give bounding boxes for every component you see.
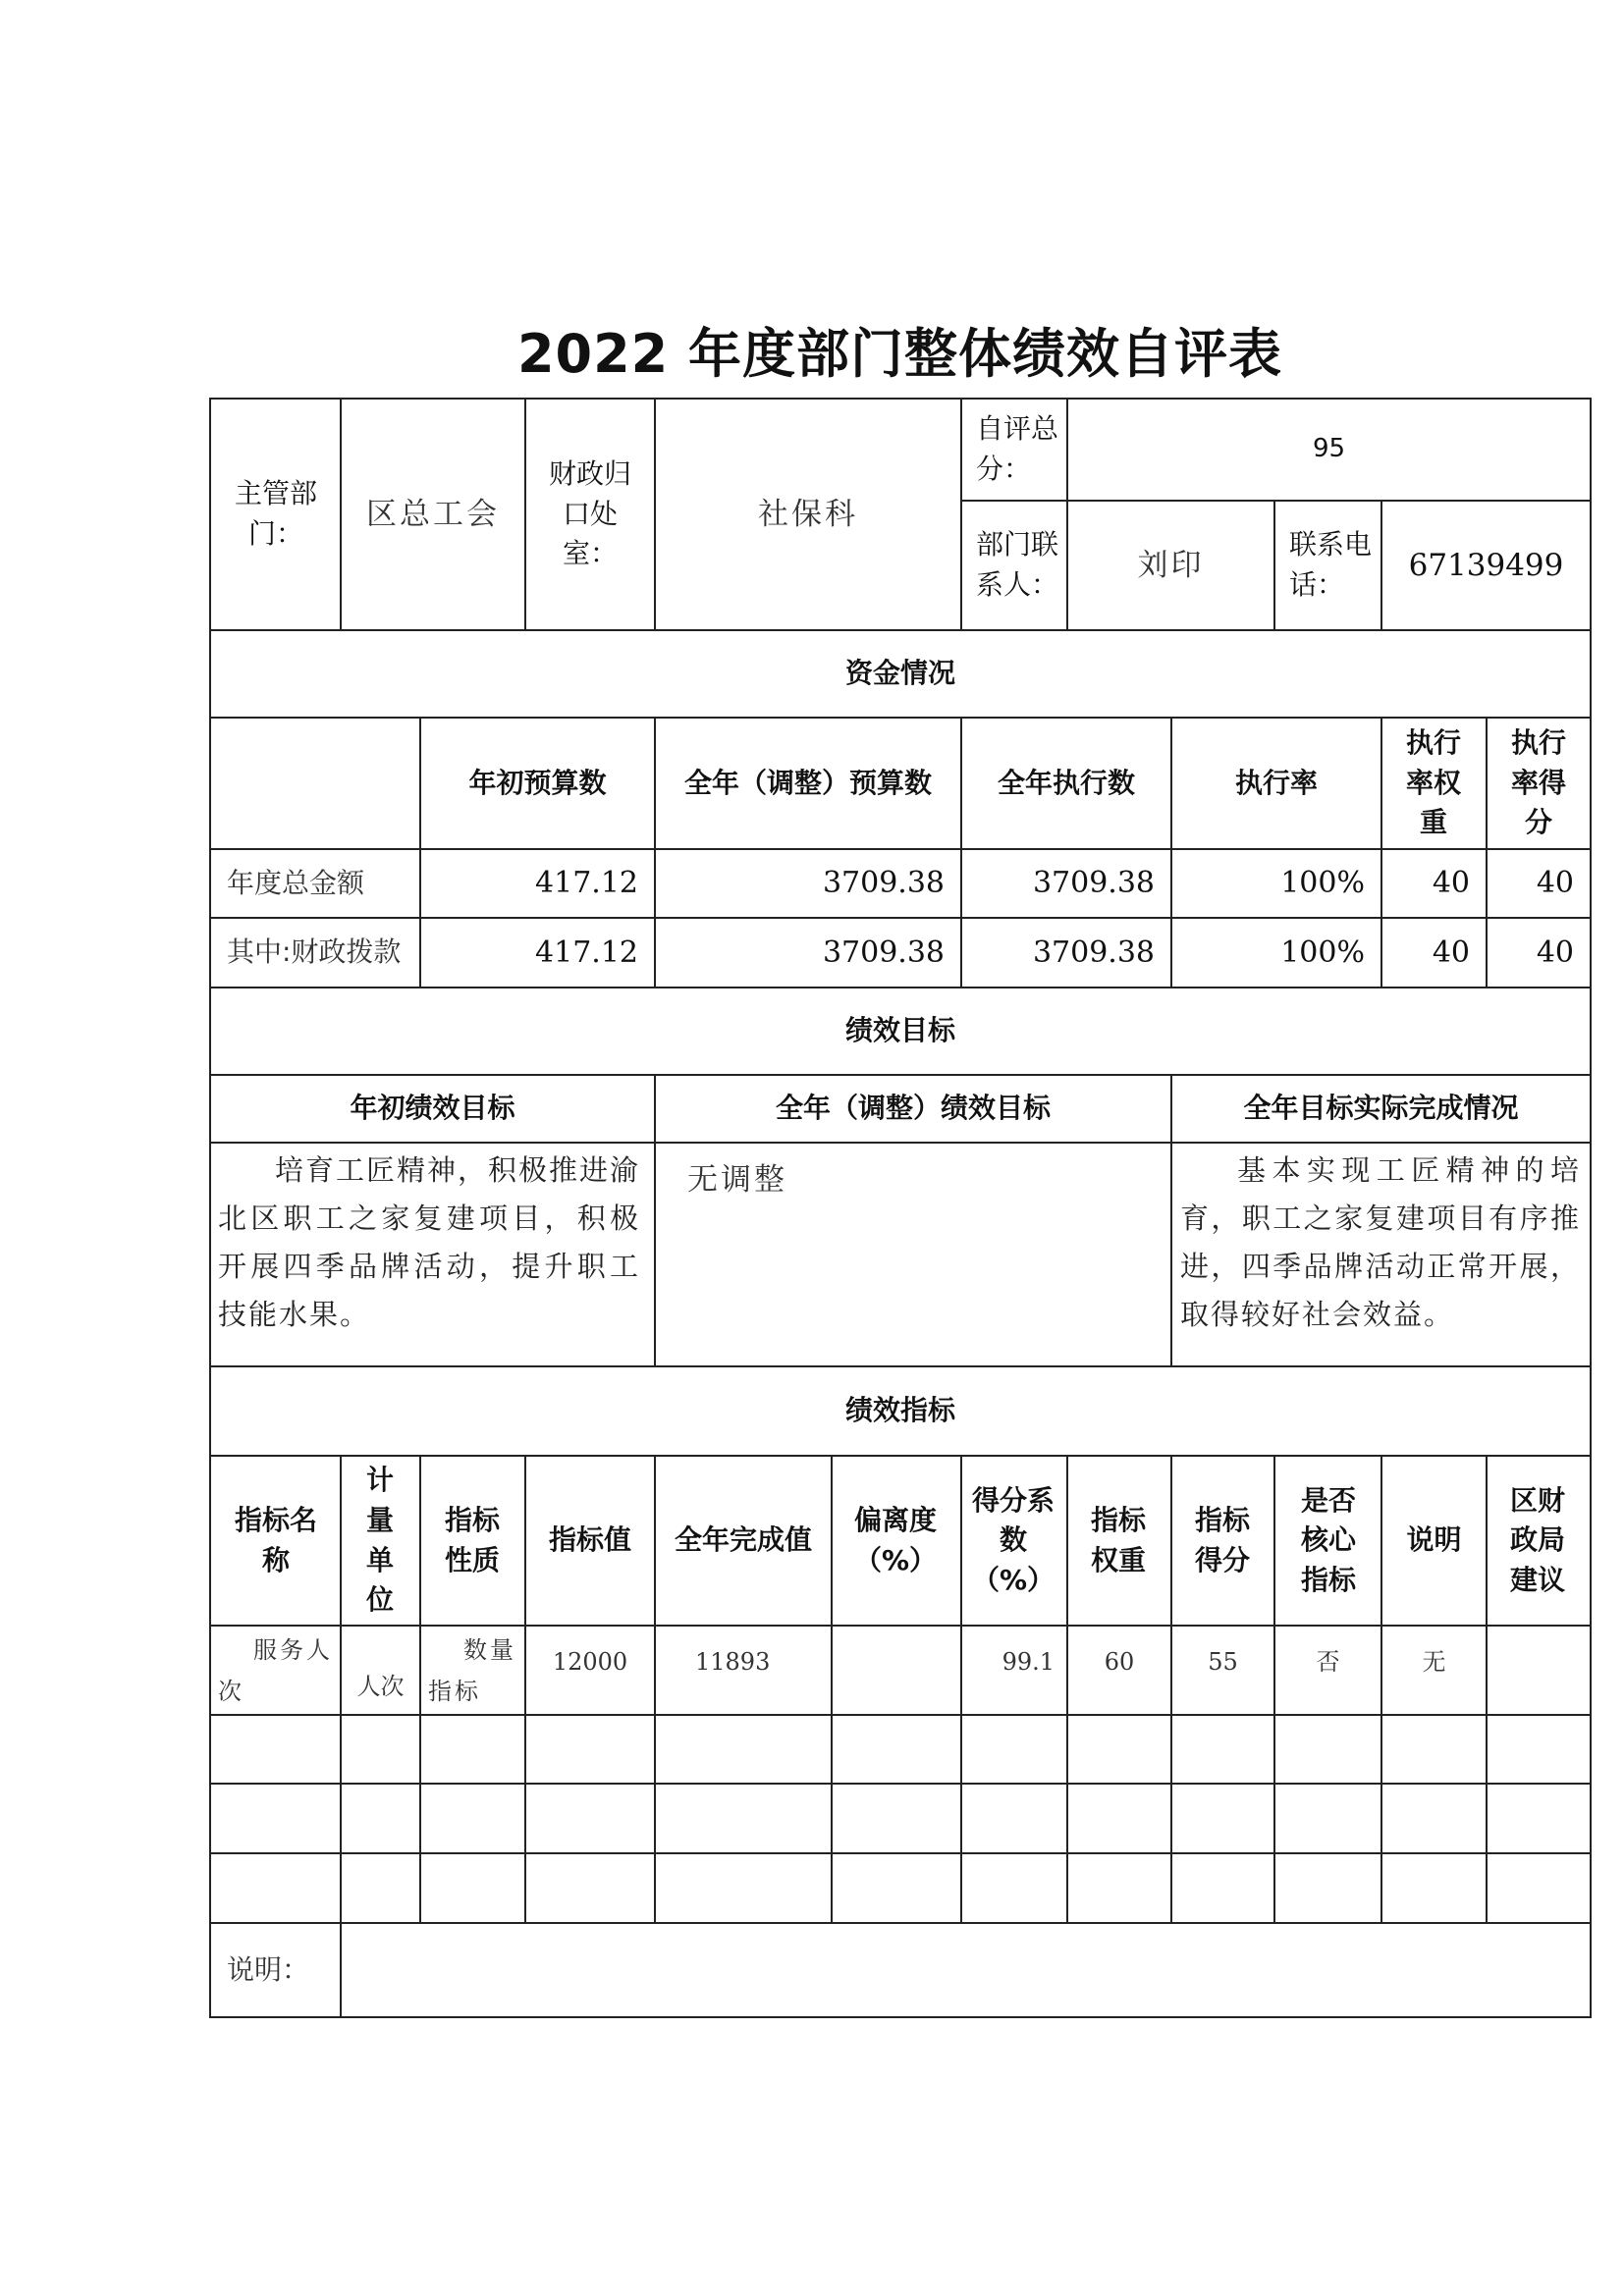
contact-label: 部门联系人： xyxy=(976,528,1059,601)
col-exec-score: 执行率得分 xyxy=(1510,726,1566,839)
col-score: 指标得分 xyxy=(1194,1503,1250,1576)
funds-row-label: 其中:财政拨款 xyxy=(227,935,402,969)
phone-label: 联系电话： xyxy=(1289,528,1373,601)
funds-cell: 40 xyxy=(1536,866,1574,901)
indicator-score-cell: 55 xyxy=(1208,1647,1238,1676)
col-adjusted-goal: 全年（调整）绩效目标 xyxy=(775,1092,1051,1125)
indicator-deviation-cell xyxy=(833,1627,960,1697)
col-exec-weight: 执行率权重 xyxy=(1405,726,1461,839)
initial-goal-text: 培育工匠精神，积极推进渝北区职工之家复建项目，积极开展四季品牌活动，提升职工技能水果。 xyxy=(218,1153,641,1331)
col-weight: 指标权重 xyxy=(1090,1503,1146,1576)
funds-cell: 3709.38 xyxy=(1032,934,1155,970)
col-executed: 全年执行数 xyxy=(997,766,1135,799)
col-completed-value: 全年完成值 xyxy=(674,1523,812,1557)
indicator-advice-cell xyxy=(1488,1627,1590,1697)
phone-value: 67139499 xyxy=(1408,547,1564,583)
actual-goal-text: 基本实现工匠精神的培育，职工之家复建项目有序推进，四季品牌活动正常开展，取得较好社会效益。 xyxy=(1180,1153,1581,1331)
col-finance-advice: 区财政局建议 xyxy=(1509,1483,1565,1596)
funds-cell: 3709.38 xyxy=(822,934,945,970)
score-value: 95 xyxy=(1312,434,1346,464)
page-title: 2022 年度部门整体绩效自评表 xyxy=(516,323,1283,385)
contact-value: 刘印 xyxy=(1137,547,1205,583)
indicators-section-title: 绩效指标 xyxy=(844,1394,955,1427)
indicator-nature-cell: 数量指标 xyxy=(428,1636,516,1705)
funds-cell: 100% xyxy=(1280,866,1365,901)
col-notes: 说明 xyxy=(1406,1523,1462,1557)
col-core: 是否核心指标 xyxy=(1300,1483,1356,1596)
col-unit: 计量单位 xyxy=(365,1464,394,1617)
funds-cell: 3709.38 xyxy=(1032,866,1155,901)
goals-section-title: 绩效目标 xyxy=(844,1014,955,1047)
finance-value: 社保科 xyxy=(758,496,858,532)
funds-cell: 417.12 xyxy=(535,934,638,970)
indicator-name-cell: 服务人次 xyxy=(218,1636,333,1705)
col-deviation: 偏离度（%） xyxy=(853,1503,938,1576)
indicator-notes-cell: 无 xyxy=(1422,1647,1446,1676)
dept-value: 区总工会 xyxy=(366,496,500,532)
indicator-completed-cell: 11893 xyxy=(695,1647,771,1676)
col-target-value: 指标值 xyxy=(548,1523,631,1557)
dept-label: 主管部门： xyxy=(234,477,317,550)
funds-cell: 100% xyxy=(1280,934,1365,970)
funds-cell: 40 xyxy=(1536,934,1574,970)
funds-cell: 40 xyxy=(1432,866,1470,901)
col-nature: 指标性质 xyxy=(444,1503,500,1576)
indicator-core-cell: 否 xyxy=(1316,1647,1340,1676)
finance-label: 财政归口处室： xyxy=(548,457,631,570)
col-exec-rate: 执行率 xyxy=(1234,766,1318,799)
col-indicator-name: 指标名称 xyxy=(234,1503,317,1576)
indicator-unit-cell: 人次 xyxy=(356,1673,405,1701)
indicator-coef-cell: 99.1 xyxy=(1001,1647,1055,1676)
notes-label: 说明： xyxy=(227,1952,310,1986)
col-adjusted-budget: 全年（调整）预算数 xyxy=(683,766,932,799)
col-score-coef: 得分系数（%） xyxy=(971,1483,1056,1596)
col-initial-goal: 年初绩效目标 xyxy=(350,1092,515,1125)
col-initial-budget: 年初预算数 xyxy=(468,766,607,799)
funds-row-label: 年度总金额 xyxy=(227,866,365,899)
score-label: 自评总分： xyxy=(976,412,1059,485)
adjusted-goal-text: 无调整 xyxy=(687,1162,787,1198)
indicator-target-cell: 12000 xyxy=(552,1647,628,1676)
funds-cell: 417.12 xyxy=(535,866,638,901)
indicator-weight-cell: 60 xyxy=(1104,1647,1135,1676)
funds-cell: 40 xyxy=(1432,934,1470,970)
funds-section-title: 资金情况 xyxy=(844,657,955,690)
col-actual-goal: 全年目标实际完成情况 xyxy=(1243,1092,1519,1125)
funds-cell: 3709.38 xyxy=(822,866,945,901)
